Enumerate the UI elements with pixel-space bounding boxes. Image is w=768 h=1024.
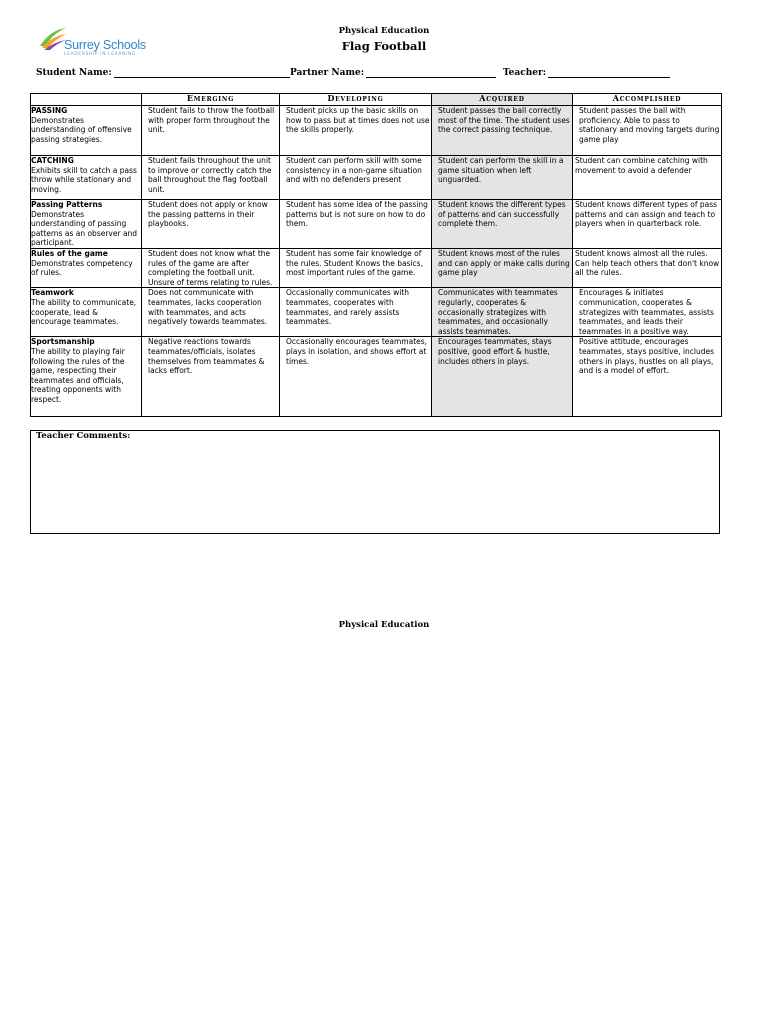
rubric-cell-emerging: Does not communicate with teammates, lacks cooperation with teammates, and acts negatively towards teammates. <box>142 288 280 337</box>
rubric-cell-accomplished: Student knows different types of pass patterns and can assign and teach to players when in quarterback role. <box>573 200 722 249</box>
rubric-row-sportsmanship <box>31 337 722 417</box>
document-title: Flag Football <box>341 39 427 53</box>
student-name-label: Student Name: <box>36 68 112 78</box>
rubric-cell-developing: Student can perform skill with some consistency in a non-game situation and with no defenders present <box>280 156 432 200</box>
rubric-cell-emerging: Student does not apply or know the passing patterns in their playbooks. <box>142 200 280 249</box>
criterion-cell <box>31 337 142 417</box>
partner-name-field[interactable] <box>290 67 496 78</box>
level-acquired: Acquired <box>432 94 573 106</box>
logo-name: Surrey Schools <box>64 38 146 52</box>
rubric-cell-developing: Occasionally communicates with teammates, cooperates with teammates, and rarely assists teammates. <box>280 288 432 337</box>
teacher-name-field[interactable] <box>503 67 670 78</box>
rubric-cell-accomplished: Student can combine catching with movement to avoid a defender <box>573 156 722 200</box>
rubric-row-rules <box>31 249 722 288</box>
teacher-comments-box[interactable] <box>30 430 720 534</box>
rubric-cell-developing: Occasionally encourages teammates, plays in isolation, and shows effort at times. <box>280 337 432 417</box>
rubric-cell-accomplished: Positive attitude, encourages teammates, stays positive, includes others in plays, hustles on all plays, and is a model of effort. <box>573 337 722 417</box>
rubric-table <box>30 93 722 417</box>
criterion-name: CATCHING <box>31 156 74 165</box>
rubric-cell-emerging: Student does not know what the rules of the game are after completing the football unit. Unsure of terms relating to rules. <box>142 249 280 288</box>
criterion-name: PASSING <box>31 106 68 115</box>
logo-tagline: LEADERSHIP IN LEARNING <box>64 52 137 57</box>
rubric-cell-acquired: Communicates with teammates regularly, cooperates & occasionally strategizes with teammates, and occasionally assists teammates. <box>432 288 573 337</box>
rubric-cell-developing: Student has some idea of the passing patterns but is not sure on how to do them. <box>280 200 432 249</box>
criterion-cell <box>31 200 142 249</box>
student-name-field[interactable] <box>36 67 290 78</box>
criterion-name: Sportsmanship <box>31 337 95 347</box>
rubric-cell-emerging: Student fails to throw the football with proper form throughout the unit. <box>142 106 280 156</box>
teacher-name-blank[interactable] <box>548 67 670 78</box>
partner-name-label: Partner Name: <box>290 68 365 78</box>
criterion-name: Teamwork <box>31 288 74 298</box>
criterion-description: The ability to communicate, cooperate, lead & encourage teammates. <box>31 297 137 327</box>
rubric-cell-developing: Student picks up the basic skills on how to pass but at times does not use the skills properly. <box>280 106 432 156</box>
rubric-cell-acquired: Student passes the ball correctly most of the time. The student uses the correct passing technique. <box>432 106 573 156</box>
criterion-description: Demonstrates competency of rules. <box>31 258 133 278</box>
rubric-row-teamwork <box>31 288 722 337</box>
student-name-blank[interactable] <box>114 67 290 78</box>
criterion-name: Passing Patterns <box>31 200 103 209</box>
criterion-cell <box>31 156 142 200</box>
rubric-cell-accomplished: Encourages & initiates communication, cooperates & strategizes with teammates, assists teammates, and leads their teammates in a positive way. <box>573 288 722 337</box>
rubric-cell-accomplished: Student knows almost all the rules. Can help teach others that don't know all the rules. <box>573 249 722 288</box>
rubric-header-row <box>31 94 722 106</box>
criterion-name: Rules of the game <box>31 249 108 258</box>
level-developing: Developing <box>280 94 432 106</box>
criterion-cell <box>31 288 142 337</box>
criterion-description: Demonstrates understanding of passing patterns as an observer and participant. <box>31 209 138 248</box>
criterion-description: Exhibits skill to catch a pass throw while stationary and moving. <box>31 165 137 194</box>
rubric-cell-developing: Student has some fair knowledge of the rules. Student Knows the basics, most important rules of the game. <box>280 249 432 288</box>
rubric-cell-acquired: Student knows the different types of patterns and can successfully complete them. <box>432 200 573 249</box>
rubric-row-passing <box>31 106 722 156</box>
rubric-corner-cell <box>31 94 142 106</box>
criterion-description: Demonstrates understanding of offensive passing strategies. <box>31 115 132 144</box>
teacher-name-label: Teacher: <box>503 68 547 78</box>
footer-subject: Physical Education <box>338 620 430 630</box>
level-emerging: Emerging <box>142 94 280 106</box>
rubric-cell-emerging: Negative reactions towards teammates/officials, isolates themselves from teammates & lacks effort. <box>142 337 280 417</box>
criterion-cell <box>31 106 142 156</box>
partner-name-blank[interactable] <box>366 67 496 78</box>
document-subject: Physical Education <box>338 26 430 36</box>
teacher-comments-label: Teacher Comments: <box>36 431 131 441</box>
rubric-row-passing-patterns <box>31 200 722 249</box>
rubric-cell-acquired: Encourages teammates, stays positive, good effort & hustle, includes others in plays. <box>432 337 573 417</box>
criterion-description: The ability to playing fair following the rules of the game, respecting their teammates and officials, treating opponents with respect. <box>31 346 125 404</box>
rubric-row-catching <box>31 156 722 200</box>
level-accomplished: Accomplished <box>573 94 722 106</box>
rubric-cell-acquired: Student knows most of the rules and can apply or make calls during game play <box>432 249 573 288</box>
rubric-cell-accomplished: Student passes the ball with proficiency. Able to pass to stationary and moving targets during game play <box>573 106 722 156</box>
criterion-cell <box>31 249 142 288</box>
rubric-cell-emerging: Student fails throughout the unit to improve or correctly catch the ball throughout the flag football unit. <box>142 156 280 200</box>
rubric-cell-acquired: Student can perform the skill in a game situation when left unguarded. <box>432 156 573 200</box>
